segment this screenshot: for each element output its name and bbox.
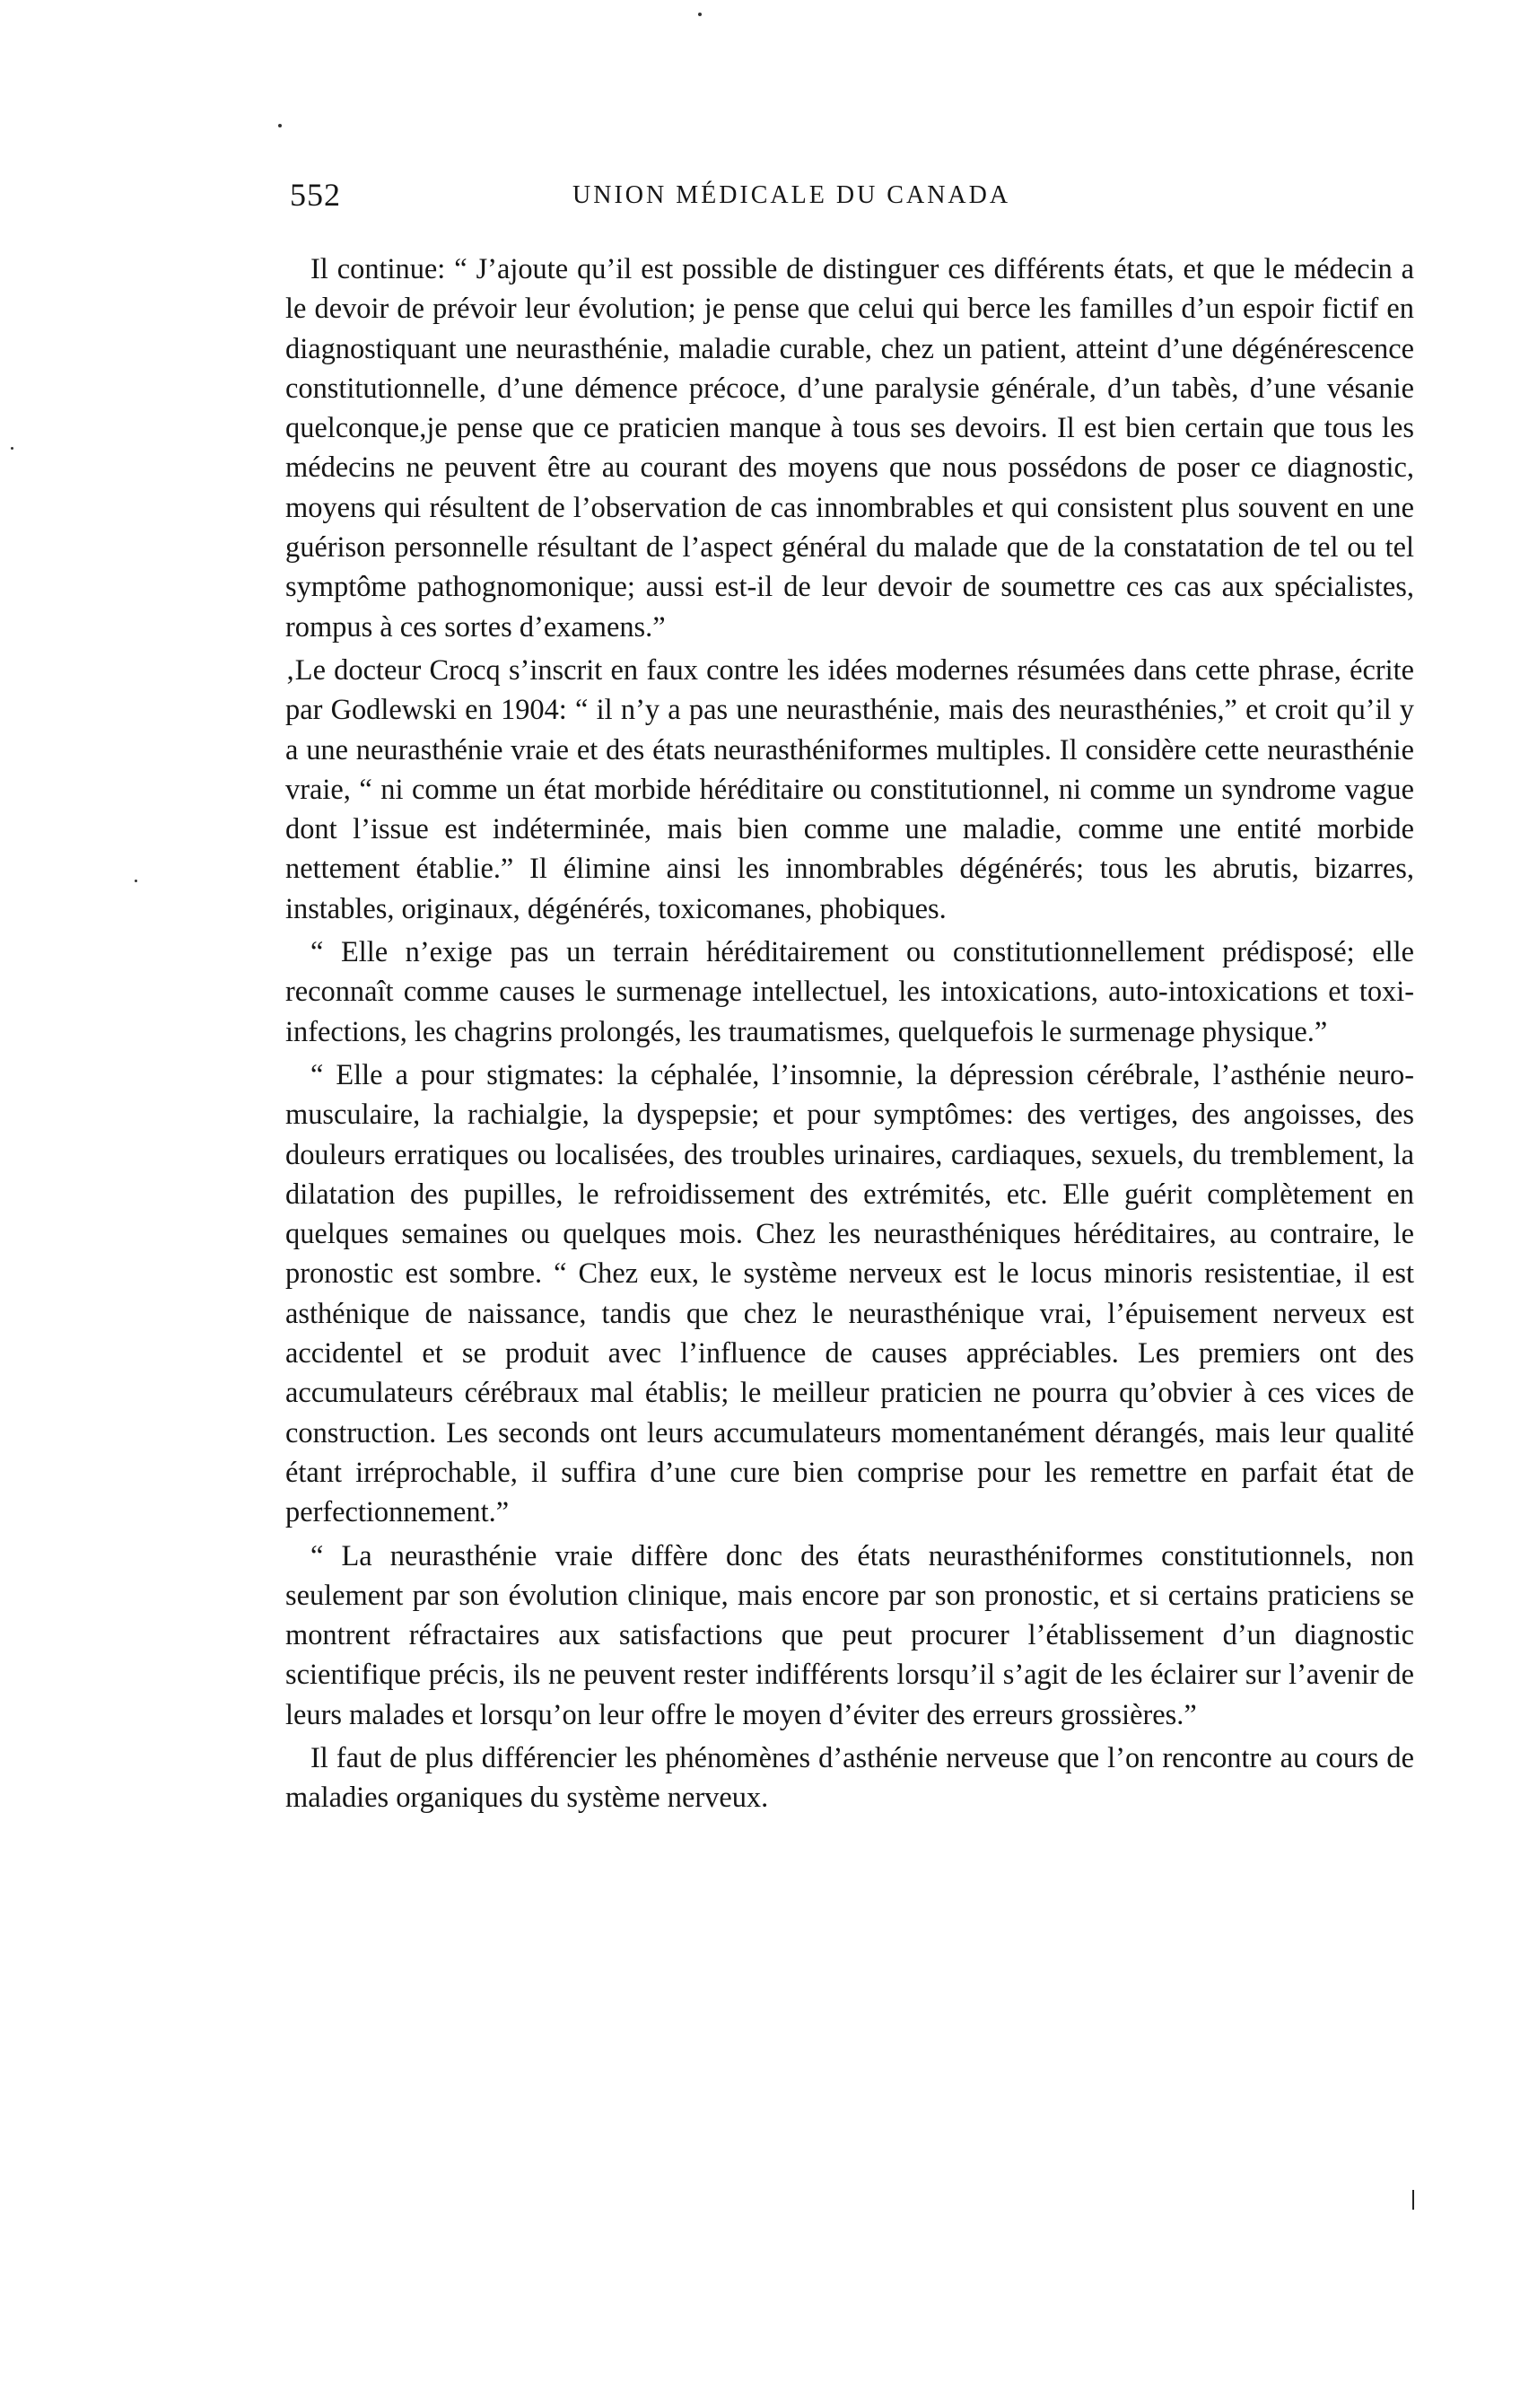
paragraph-4: “ Elle a pour stigmates: la céphalée, l’insomnie, la dépression cérébrale, l’asthénie neuro-musculaire, la rachialgie, la dyspepsie; et pour symptômes: des vertiges, des angoisses, des douleurs erratiques ou localisées, des troubles urinaires, cardiaques, sexuels, du tremblement, la dilatation des pupilles, le refroidissement des extrémités, etc. Elle guérit complètement en quelques semaines ou quelques mois. Chez les neurasthéniques héréditaires, au contraire, le pronostic est sombre. “ Chez eux, le système nerveux est le locus minoris resistentiae, il est asthénique de naissance, tandis que chez le neurasthénique vrai, l’épuisement nerveux est accidentel et se produit avec l’influence de causes appréciables. Les premiers ont des accumulateurs cérébraux mal établis; le meilleur praticien ne pourra qu’obvier à ces vices de construction. Les seconds ont leurs accumulateurs momentanément dérangés, mais leur qualité étant irréprochable, il suffira d’une cure bien comprise pour les remettre en parfait état de perfectionnement.” [285, 1058, 1414, 1529]
paragraph-3: “ Elle n’exige pas un terrain héréditairement ou constitutionnellement prédisposé; elle reconnaît comme causes le surmenage intellectuel, les intoxications, auto-intoxications et toxi-infections, les chagrins prolongés, les traumatismes, quelquefois le surmenage physique.” [285, 936, 1414, 1048]
body-text [285, 250, 1414, 1822]
margin-mark [1412, 2190, 1414, 2210]
page-number: 552 [290, 177, 341, 213]
scan-speck [278, 124, 282, 127]
scan-speck [11, 447, 13, 450]
page-header [290, 176, 1411, 221]
paragraph-5: “ La neurasthénie vraie diffère donc des états neurasthéniformes constitutionnels, non seulement par son évolution clinique, mais encore par son pronostic, et si certains praticiens se montrent réfractaires aux satisfactions que peut procurer l’établissement d’un diagnostic scientifique précis, ils ne peuvent rester indifférents lorsqu’il s’agit de les éclairer sur l’avenir de leurs malades et lorsqu’on leur offre le moyen d’éviter des erreurs grossières.” [285, 1539, 1414, 1731]
scan-speck [698, 13, 702, 16]
paragraph-6: Il faut de plus différencier les phénomènes d’asthénie nerveuse que l’on rencontre au cours de maladies organiques du système nerveux. [285, 1741, 1414, 1815]
paragraph-1: Il continue: “ J’ajoute qu’il est possible de distinguer ces différents états, et que le médecin a le devoir de prévoir leur évolution; je pense que celui qui berce les familles d’un espoir fictif en diagnostiquant une neurasthénie, maladie curable, chez un patient, atteint d’une dégénérescence constitutionnelle, d’une démence précoce, d’une paralysie générale, d’un tabès, d’une vésanie quelconque,je pense que ce praticien manque à tous ses devoirs. Il est bien certain que tous les médecins ne peuvent être au courant des moyens que nous possédons de poser ce diagnostic, moyens qui résultent de l’observation de cas innombrables et qui consistent plus souvent en une guérison personnelle résultant de l’aspect général du malade que de la constatation de tel ou tel symptôme pathognomonique; aussi est-il de leur devoir de soumettre ces cas aux spécialistes, rompus à ces sortes d’examens.” [285, 253, 1414, 644]
paragraph-2: ‚Le docteur Crocq s’inscrit en faux contre les idées modernes résumées dans cette phrase, écrite par Godlewski en 1904: “ il n’y a pas une neurasthénie, mais des neurasthénies,” et croit qu’il y a une neurasthénie vraie et des états neurasthéniformes multiples. Il considère cette neurasthénie vraie, “ ni comme un état morbide héréditaire ou constitutionnel, ni comme un syndrome vague dont l’issue est indéterminée, mais bien comme une maladie, comme une entité morbide nettement établie.” Il élimine ainsi les innombrables dégénérés; tous les abrutis, bizarres, instables, originaux, dégénérés, toxicomanes, phobiques. [285, 653, 1414, 925]
running-head: UNION MÉDICALE DU CANADA [572, 181, 1011, 209]
scan-speck [135, 880, 137, 882]
